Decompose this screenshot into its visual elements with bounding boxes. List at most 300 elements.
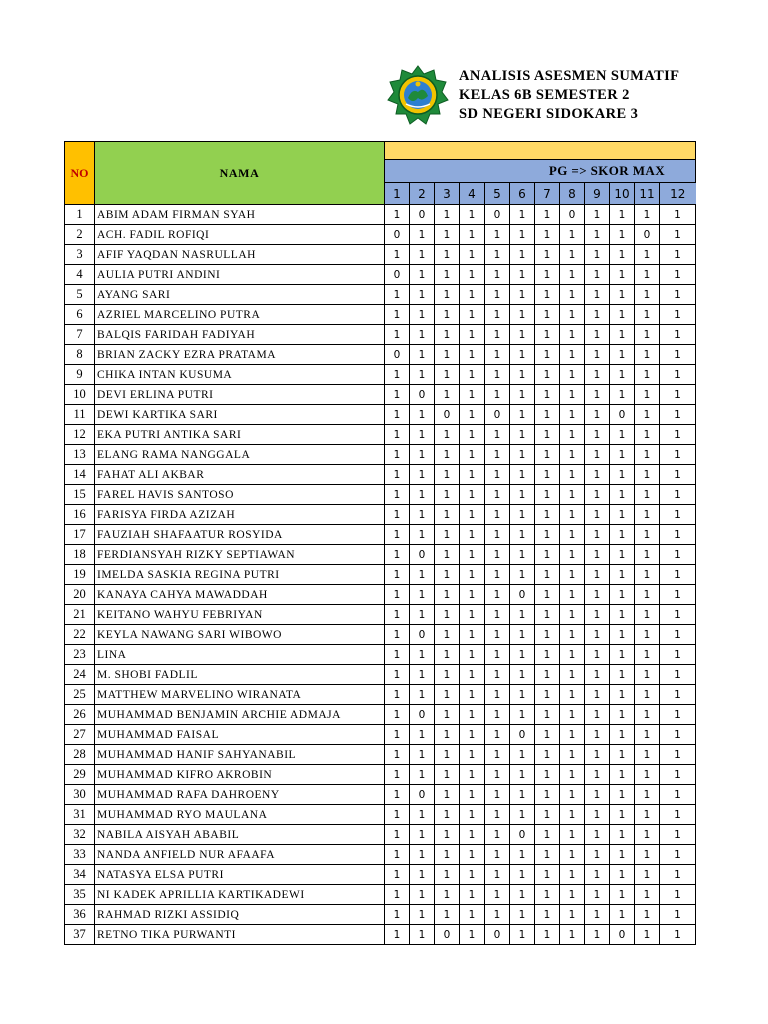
score-cell: 1 [460,485,485,505]
score-cell: 1 [585,585,610,605]
score-cell: 1 [510,885,535,905]
student-name: MUHAMMAD FAISAL [95,725,385,745]
score-cell: 1 [535,805,560,825]
score-cell: 1 [510,905,535,925]
score-cell: 1 [635,385,660,405]
score-cell: 1 [660,825,696,845]
score-table [64,141,696,945]
score-cell: 1 [435,685,460,705]
score-cell: 1 [610,605,635,625]
score-cell: 1 [385,505,410,525]
score-cell: 1 [560,545,585,565]
score-cell: 1 [460,285,485,305]
score-cell: 1 [585,865,610,885]
row-number: 5 [65,285,95,305]
table-row [65,625,696,645]
student-name: ACH. FADIL ROFIQI [95,225,385,245]
score-cell: 1 [635,905,660,925]
score-cell: 1 [485,685,510,705]
score-cell: 1 [635,665,660,685]
score-cell: 1 [485,825,510,845]
score-cell: 1 [410,245,435,265]
score-cell: 1 [510,265,535,285]
score-cell: 1 [635,885,660,905]
score-cell: 1 [435,725,460,745]
score-cell: 1 [660,805,696,825]
score-cell: 1 [610,445,635,465]
row-number: 32 [65,825,95,845]
score-cell: 1 [485,525,510,545]
score-cell: 1 [410,325,435,345]
row-number: 17 [65,525,95,545]
score-cell: 1 [385,705,410,725]
row-number: 10 [65,385,95,405]
score-cell: 1 [585,445,610,465]
table-row [65,545,696,565]
score-cell: 1 [435,325,460,345]
row-number: 4 [65,265,95,285]
score-cell: 1 [610,265,635,285]
score-cell: 1 [660,905,696,925]
score-cell: 1 [560,585,585,605]
score-cell: 1 [410,605,435,625]
score-cell: 1 [385,285,410,305]
score-cell: 1 [435,585,460,605]
score-cell: 1 [460,665,485,685]
score-cell: 1 [660,765,696,785]
score-cell: 1 [535,345,560,365]
score-cell: 1 [460,845,485,865]
header-row-1 [65,142,696,160]
score-cell: 1 [635,685,660,705]
question-number-header: 12 [660,183,696,205]
score-cell: 1 [460,745,485,765]
score-cell: 1 [460,445,485,465]
table-row [65,365,696,385]
score-cell: 1 [435,305,460,325]
score-cell: 0 [410,205,435,225]
score-cell: 1 [460,585,485,605]
score-cell: 1 [560,405,585,425]
score-cell: 1 [610,785,635,805]
score-cell: 1 [535,385,560,405]
score-cell: 1 [535,885,560,905]
score-cell: 1 [635,525,660,545]
student-name: FARISYA FIRDA AZIZAH [95,505,385,525]
score-cell: 1 [660,525,696,545]
score-cell: 1 [485,265,510,285]
score-cell: 1 [510,525,535,545]
score-cell: 1 [660,685,696,705]
score-cell: 1 [535,485,560,505]
table-row [65,925,696,945]
score-cell: 1 [535,465,560,485]
score-cell: 1 [410,585,435,605]
score-cell: 1 [460,725,485,745]
score-cell: 1 [410,305,435,325]
score-cell: 1 [385,365,410,385]
score-cell: 1 [635,605,660,625]
score-cell: 1 [385,405,410,425]
score-cell: 1 [610,665,635,685]
table-row [65,225,696,245]
row-number: 18 [65,545,95,565]
score-cell: 1 [535,865,560,885]
score-cell: 0 [635,225,660,245]
score-cell: 1 [460,245,485,265]
score-cell: 1 [610,765,635,785]
student-name: EKA PUTRI ANTIKA SARI [95,425,385,445]
score-cell: 1 [435,665,460,685]
score-cell: 1 [635,265,660,285]
score-cell: 1 [385,545,410,565]
score-cell: 1 [510,245,535,265]
row-number: 14 [65,465,95,485]
student-name: NI KADEK APRILLIA KARTIKADEWI [95,885,385,905]
student-name: FAUZIAH SHAFAATUR ROSYIDA [95,525,385,545]
score-cell: 1 [585,365,610,385]
score-cell: 1 [585,465,610,485]
score-cell: 1 [560,885,585,905]
score-cell: 1 [610,225,635,245]
score-cell: 1 [460,645,485,665]
score-cell: 1 [435,765,460,785]
row-number: 16 [65,505,95,525]
score-cell: 1 [385,525,410,545]
score-cell: 1 [485,425,510,445]
row-number: 11 [65,405,95,425]
score-cell: 1 [660,785,696,805]
score-cell: 1 [435,265,460,285]
score-cell: 1 [610,545,635,565]
student-name: DEVI ERLINA PUTRI [95,385,385,405]
score-cell: 1 [485,565,510,585]
score-cell: 1 [585,325,610,345]
table-row [65,305,696,325]
student-name: RAHMAD RIZKI ASSIDIQ [95,905,385,925]
row-number: 7 [65,325,95,345]
student-name: IMELDA SASKIA REGINA PUTRI [95,565,385,585]
table-row [65,745,696,765]
score-cell: 1 [485,845,510,865]
score-cell: 0 [385,225,410,245]
table-row [65,325,696,345]
score-cell: 1 [485,905,510,925]
student-name: AFIF YAQDAN NASRULLAH [95,245,385,265]
score-table-container [64,141,696,945]
score-cell: 1 [585,225,610,245]
row-number: 12 [65,425,95,445]
score-cell: 1 [585,905,610,925]
score-cell: 1 [510,685,535,705]
table-row [65,205,696,225]
score-cell: 1 [535,825,560,845]
score-cell: 1 [485,325,510,345]
score-cell: 1 [635,805,660,825]
score-cell: 1 [660,605,696,625]
score-cell: 1 [385,625,410,645]
score-cell: 1 [660,925,696,945]
score-cell: 1 [435,645,460,665]
score-cell: 1 [560,905,585,925]
score-cell: 1 [560,245,585,265]
score-cell: 0 [485,405,510,425]
row-number: 3 [65,245,95,265]
score-cell: 1 [460,405,485,425]
table-row [65,425,696,445]
score-cell: 1 [610,285,635,305]
score-cell: 1 [510,425,535,445]
row-number: 24 [65,665,95,685]
score-cell: 1 [560,725,585,745]
score-cell: 1 [385,745,410,765]
student-name: NATASYA ELSA PUTRI [95,865,385,885]
score-cell: 1 [385,425,410,445]
score-cell: 1 [560,305,585,325]
score-cell: 1 [585,885,610,905]
score-cell: 1 [460,865,485,885]
score-cell: 1 [460,325,485,345]
score-cell: 1 [585,485,610,505]
score-cell: 1 [535,685,560,705]
score-cell: 1 [585,705,610,725]
score-cell: 1 [560,385,585,405]
score-cell: 1 [435,545,460,565]
score-cell: 1 [435,825,460,845]
student-name: CHIKA INTAN KUSUMA [95,365,385,385]
score-cell: 1 [610,805,635,825]
score-cell: 1 [410,665,435,685]
score-cell: 1 [560,685,585,705]
score-cell: 1 [660,745,696,765]
score-cell: 1 [460,225,485,245]
score-cell: 0 [410,705,435,725]
table-row [65,605,696,625]
score-cell: 1 [410,685,435,705]
score-cell: 1 [410,365,435,385]
row-number: 36 [65,905,95,925]
score-cell: 1 [610,845,635,865]
row-number: 31 [65,805,95,825]
score-cell: 1 [535,505,560,525]
score-cell: 1 [435,465,460,485]
score-cell: 1 [560,465,585,485]
score-cell: 1 [535,665,560,685]
student-name: AULIA PUTRI ANDINI [95,265,385,285]
score-cell: 1 [585,305,610,325]
score-cell: 1 [460,365,485,385]
row-number: 1 [65,205,95,225]
score-cell: 1 [610,865,635,885]
score-cell: 1 [460,545,485,565]
score-cell: 1 [385,685,410,705]
score-cell: 1 [660,705,696,725]
score-cell: 1 [385,245,410,265]
score-cell: 1 [435,485,460,505]
score-cell: 1 [410,885,435,905]
score-cell: 0 [510,725,535,745]
score-cell: 1 [485,805,510,825]
score-cell: 1 [485,465,510,485]
score-cell: 1 [635,545,660,565]
score-cell: 1 [610,725,635,745]
score-cell: 1 [435,345,460,365]
score-cell: 1 [535,525,560,545]
score-cell: 1 [560,865,585,885]
score-cell: 1 [435,285,460,305]
score-cell: 1 [560,705,585,725]
score-cell: 1 [385,825,410,845]
score-cell: 0 [435,405,460,425]
score-cell: 1 [660,845,696,865]
table-row [65,345,696,365]
score-cell: 1 [510,645,535,665]
score-cell: 1 [410,485,435,505]
score-cell: 1 [410,465,435,485]
score-cell: 1 [585,425,610,445]
score-cell: 1 [460,385,485,405]
score-cell: 1 [635,305,660,325]
student-name: ABIM ADAM FIRMAN SYAH [95,205,385,225]
table-row [65,825,696,845]
score-cell: 1 [460,565,485,585]
score-cell: 1 [385,385,410,405]
score-cell: 1 [535,925,560,945]
row-number: 37 [65,925,95,945]
score-cell: 1 [385,445,410,465]
score-cell: 1 [485,765,510,785]
score-cell: 1 [535,645,560,665]
row-number: 33 [65,845,95,865]
score-cell: 1 [435,785,460,805]
score-cell: 1 [610,345,635,365]
score-cell: 1 [585,805,610,825]
score-cell: 1 [585,825,610,845]
score-cell: 1 [510,505,535,525]
score-cell: 1 [585,245,610,265]
score-cell: 1 [385,865,410,885]
student-name: BRIAN ZACKY EZRA PRATAMA [95,345,385,365]
section-label: PG => SKOR MAX [385,160,696,183]
score-cell: 0 [510,825,535,845]
score-cell: 1 [585,625,610,645]
score-cell: 1 [610,585,635,605]
score-cell: 1 [510,605,535,625]
row-number: 2 [65,225,95,245]
score-cell: 1 [660,885,696,905]
score-cell: 1 [660,445,696,465]
score-cell: 0 [385,345,410,365]
score-cell: 1 [510,405,535,425]
score-cell: 1 [535,765,560,785]
score-cell: 1 [410,905,435,925]
row-number: 34 [65,865,95,885]
score-cell: 1 [535,405,560,425]
score-cell: 1 [460,765,485,785]
score-cell: 1 [485,305,510,325]
score-cell: 1 [435,905,460,925]
score-cell: 1 [535,905,560,925]
table-row [65,705,696,725]
score-cell: 1 [485,585,510,605]
score-cell: 1 [510,745,535,765]
score-cell: 1 [460,625,485,645]
score-cell: 1 [460,465,485,485]
score-cell: 1 [660,285,696,305]
score-cell: 1 [560,605,585,625]
score-cell: 1 [385,665,410,685]
score-cell: 1 [510,445,535,465]
score-cell: 1 [585,565,610,585]
score-cell: 1 [510,865,535,885]
score-cell: 1 [435,805,460,825]
score-cell: 1 [660,725,696,745]
score-cell: 1 [485,545,510,565]
score-cell: 1 [635,745,660,765]
score-cell: 1 [535,845,560,865]
score-cell: 1 [485,625,510,645]
score-cell: 1 [385,305,410,325]
score-cell: 1 [635,625,660,645]
score-cell: 1 [435,885,460,905]
score-cell: 1 [535,245,560,265]
score-cell: 1 [410,405,435,425]
score-cell: 1 [485,385,510,405]
score-cell: 1 [460,705,485,725]
score-cell: 1 [560,825,585,845]
student-name: MUHAMMAD RYO MAULANA [95,805,385,825]
question-number-header: 10 [610,183,635,205]
question-number-header: 11 [635,183,660,205]
score-cell: 1 [460,925,485,945]
score-cell: 1 [660,625,696,645]
score-cell: 1 [535,445,560,465]
student-name: NABILA AISYAH ABABIL [95,825,385,845]
score-cell: 1 [585,725,610,745]
score-cell: 1 [660,305,696,325]
score-cell: 1 [385,905,410,925]
score-cell: 1 [460,805,485,825]
score-cell: 1 [435,445,460,465]
table-row [65,525,696,545]
score-cell: 1 [410,805,435,825]
score-cell: 1 [460,685,485,705]
table-row [65,665,696,685]
score-cell: 1 [660,205,696,225]
score-cell: 1 [560,265,585,285]
student-name: FAHAT ALI AKBAR [95,465,385,485]
score-cell: 1 [610,485,635,505]
score-cell: 1 [660,425,696,445]
score-cell: 1 [585,745,610,765]
score-cell: 1 [560,325,585,345]
student-name: DEWI KARTIKA SARI [95,405,385,425]
row-number: 35 [65,885,95,905]
score-cell: 1 [385,205,410,225]
score-cell: 1 [535,745,560,765]
column-header-no: NO [65,142,95,205]
score-cell: 1 [560,665,585,685]
title-line-1: ANALISIS ASESMEN SUMATIF [459,68,680,84]
score-cell: 1 [610,625,635,645]
score-cell: 1 [485,865,510,885]
column-header-nama: NAMA [95,142,385,205]
score-cell: 1 [610,505,635,525]
score-cell: 1 [435,425,460,445]
score-cell: 1 [485,285,510,305]
row-number: 21 [65,605,95,625]
score-cell: 1 [510,285,535,305]
